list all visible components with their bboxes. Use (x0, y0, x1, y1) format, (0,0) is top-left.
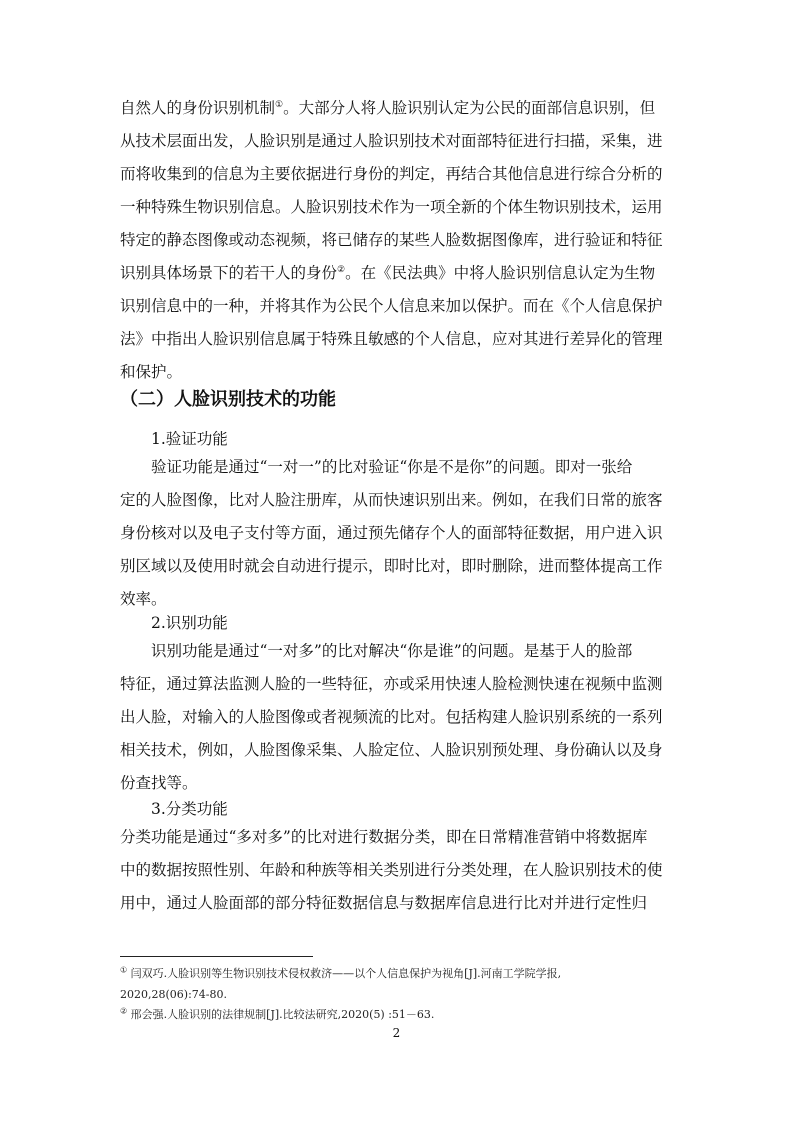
body-line: 用中，通过人脸面部的部分特征数据信息与数据库信息进行比对并进行定性归 (120, 894, 648, 912)
body-line: 从技术层面出发，人脸识别是通过人脸识别技术对面部特征进行扫描，采集，进 (120, 132, 663, 150)
subheading-identification: 2.识别功能 (151, 614, 228, 632)
footnote-2 (120, 1005, 434, 1025)
footnote-ref-2[interactable]: ② (337, 264, 346, 275)
body-line: 中的数据按照性别、年龄和种族等相关类别进行分类处理，在人脸识别技术的使 (120, 861, 663, 879)
footnote-1-continued: 2020,28(06):74-80. (120, 988, 227, 1001)
body-line: 识别信息中的一种，并将其作为公民个人信息来加以保护。而在《个人信息保护 (120, 297, 663, 315)
footnote-1 (120, 964, 561, 984)
footnote-divider (120, 956, 313, 957)
body-line: 一种特殊生物识别信息。人脸识别技术作为一项全新的个体生物识别技术，运用 (120, 198, 663, 216)
subheading-classification: 3.分类功能 (151, 800, 228, 818)
body-line: 识别功能是通过“一对多”的比对解决“你是谁”的问题。是基于人的脸部 (151, 642, 633, 660)
body-line: 识别具体场景下的若干人的身份②。在《民法典》中将人脸识别信息认定为生物 (120, 264, 656, 282)
body-line: 效率。 (120, 590, 167, 608)
paragraph-face-recognition-definition (120, 92, 675, 389)
footnote-text: 闫双巧.人脸识别等生物识别技术侵权救济——以个人信息保护为视角[J].河南工学院学报, (130, 967, 562, 980)
body-line: 法》中指出人脸识别信息属于特殊且敏感的个人信息，应对其进行差异化的管理 (120, 330, 663, 348)
body-line: 份查找等。 (120, 774, 198, 792)
body-line: 验证功能是通过“一对一”的比对验证“你是不是你”的问题。即对一张给 (151, 458, 633, 476)
body-line: 和保护。 (120, 363, 183, 381)
body-line: 定的人脸图像，比对人脸注册库，从而快速识别出来。例如，在我们日常的旅客 (120, 491, 663, 509)
subheading-verification: 1.验证功能 (151, 430, 228, 448)
body-line: 自然人的身份识别机制①。大部分人将人脸识别认定为公民的面部信息识别，但 (120, 99, 656, 117)
footnote-ref-1[interactable]: ① (275, 99, 284, 110)
body-line: 别区域以及使用时就会自动进行提示，即时比对，即时删除，进而整体提高工作 (120, 557, 663, 575)
footnote-mark-2: ② (120, 1006, 128, 1016)
body-line: 而将收集到的信息为主要依据进行身份的判定，再结合其他信息进行综合分析的 (120, 165, 663, 183)
section-heading: （二）人脸识别技术的功能 (120, 389, 336, 410)
footnote-mark-1: ① (120, 965, 128, 975)
body-line: 出人脸，对输入的人脸图像或者视频流的比对。包括构建人脸识别系统的一系列 (120, 708, 663, 726)
page-number: 2 (392, 1026, 401, 1040)
body-line: 特征，通过算法监测人脸的一些特征，亦或采用快速人脸检测快速在视频中监测 (120, 675, 663, 693)
paragraph-classification (120, 821, 675, 920)
paragraph-verification (120, 451, 675, 616)
footnote-text: 邢会强.人脸识别的法律规制[J].比较法研究,2020(5) :51－63. (130, 1008, 435, 1021)
body-line: 特定的静态图像或动态视频，将已储存的某些人脸数据图像库，进行验证和特征 (120, 231, 663, 249)
body-line: 分类功能是通过“多对多”的比对进行数据分类，即在日常精准营销中将数据库 (120, 828, 648, 846)
paragraph-identification (120, 635, 675, 800)
body-line: 身份核对以及电子支付等方面，通过预先储存个人的面部特征数据，用户进入识 (120, 524, 663, 542)
body-line: 相关技术，例如，人脸图像采集、人脸定位、人脸识别预处理、身份确认以及身 (120, 741, 663, 759)
